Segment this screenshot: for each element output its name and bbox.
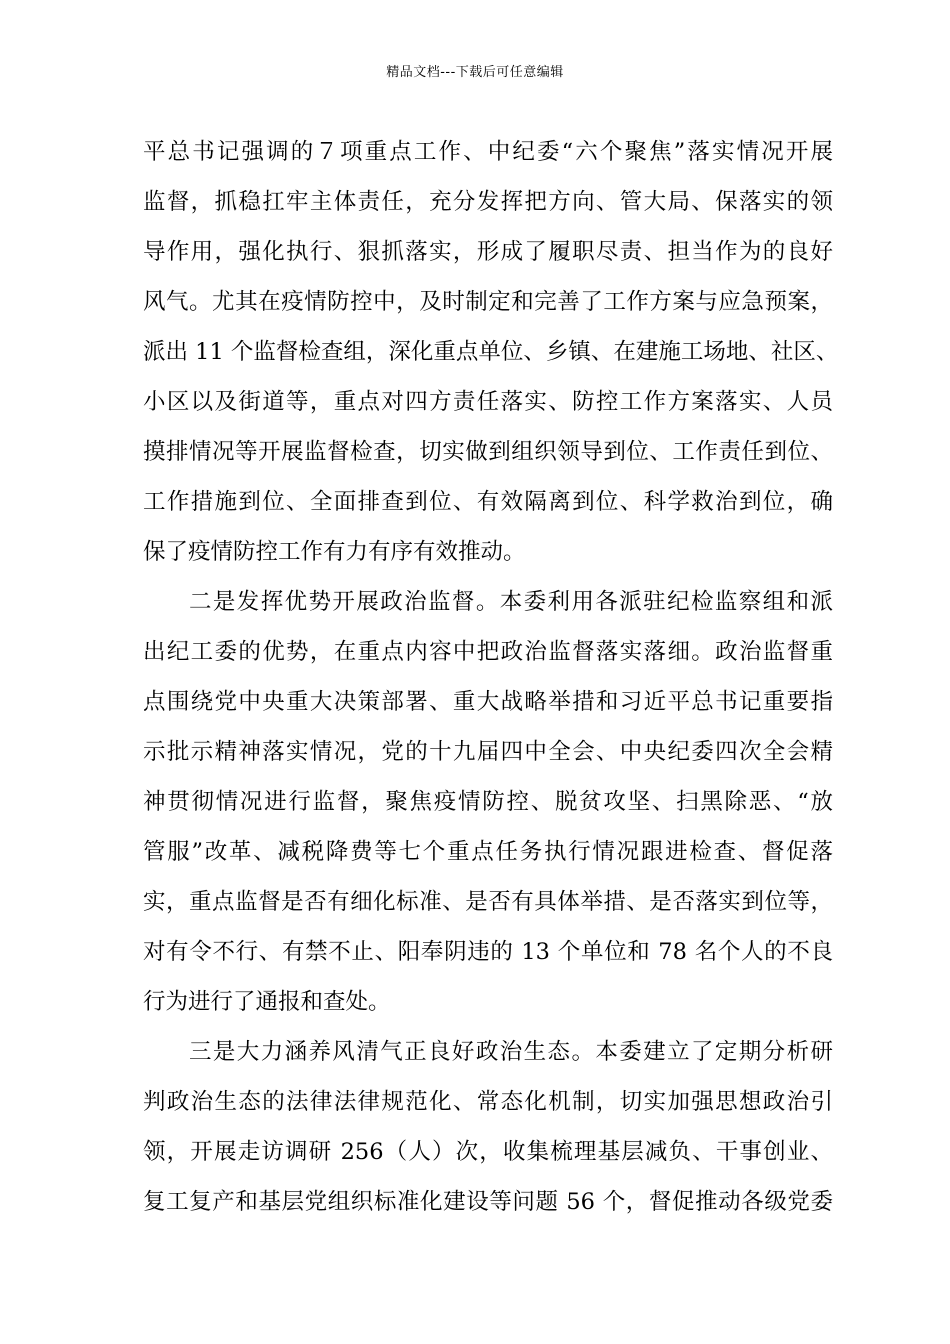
page-header: 精品文档---下载后可任意编辑 bbox=[386, 65, 564, 80]
text-line: 监督，抓稳扛牢主体责任，充分发挥把方向、管大局、保落实的领 bbox=[143, 189, 833, 215]
text-line: 导作用，强化执行、狠抓落实，形成了履职尽责、担当作为的良好 bbox=[143, 239, 833, 265]
text-line: 平总书记强调的７项重点工作、中纪委“六个聚焦”落实情况开展 bbox=[143, 139, 833, 165]
text-line: 风气。尤其在疫情防控中，及时制定和完善了工作方案与应急预案， bbox=[143, 289, 833, 315]
text-line: 出纪工委的优势，在重点内容中把政治监督落实落细。政治监督重 bbox=[143, 639, 833, 665]
text-line: 复工复产和基层党组织标准化建设等问题 56 个，督促推动各级党委 bbox=[143, 1189, 833, 1215]
text-line: 工作措施到位、全面排查到位、有效隔离到位、科学救治到位，确 bbox=[143, 489, 833, 515]
text-line: 三是大力涵养风清气正良好政治生态。本委建立了定期分析研 bbox=[189, 1039, 833, 1065]
text-line: 摸排情况等开展监督检查，切实做到组织领导到位、工作责任到位、 bbox=[143, 439, 833, 465]
text-line: 神贯彻情况进行监督，聚焦疫情防控、脱贫攻坚、扫黑除恶、“放 bbox=[143, 789, 833, 815]
text-line: 示批示精神落实情况，党的十九届四中全会、中央纪委四次全会精 bbox=[143, 739, 833, 765]
text-line: 小区以及街道等，重点对四方责任落实、防控工作方案落实、人员 bbox=[143, 389, 833, 415]
text-line: 实，重点监督是否有细化标准、是否有具体举措、是否落实到位等， bbox=[143, 889, 833, 915]
text-line: 保了疫情防控工作有力有序有效推动。 bbox=[143, 539, 526, 565]
text-line: 行为进行了通报和查处。 bbox=[143, 989, 391, 1015]
text-line: 判政治生态的法律法律规范化、常态化机制，切实加强思想政治引 bbox=[143, 1089, 833, 1115]
text-line: 对有令不行、有禁不止、阳奉阴违的 13 个单位和 78 名个人的不良 bbox=[143, 939, 833, 965]
text-line: 领，开展走访调研 256（人）次，收集梳理基层减负、干事创业、 bbox=[143, 1139, 833, 1165]
text-line: 点围绕党中央重大决策部署、重大战略举措和习近平总书记重要指 bbox=[143, 689, 833, 715]
text-line: 派出 11 个监督检查组，深化重点单位、乡镇、在建施工场地、社区、 bbox=[143, 339, 839, 365]
text-line: 二是发挥优势开展政治监督。本委利用各派驻纪检监察组和派 bbox=[189, 589, 833, 615]
text-line: 管服”改革、减税降费等七个重点任务执行情况跟进检查、督促落 bbox=[143, 839, 833, 865]
document-body bbox=[143, 127, 839, 1227]
